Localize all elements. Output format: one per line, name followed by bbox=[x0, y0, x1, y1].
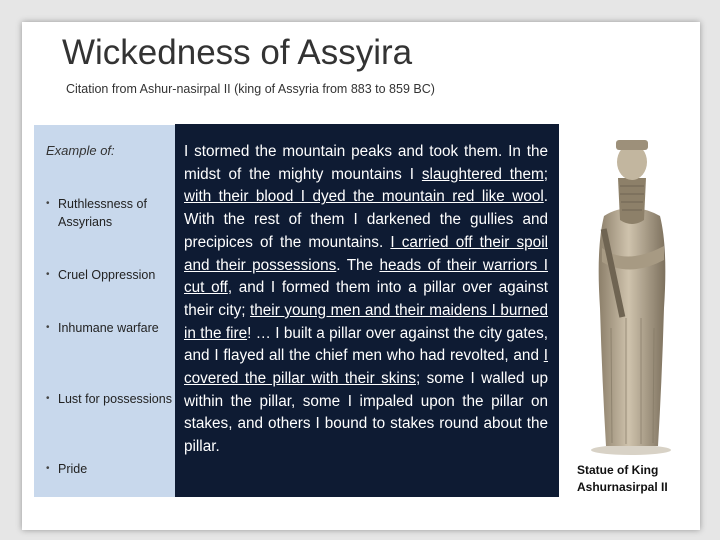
slide-title: Wickedness of Assyira bbox=[62, 33, 413, 72]
quote-underlined-phrase: heads of their warriors I cut off bbox=[184, 256, 548, 297]
ashurnasirpal-quote bbox=[184, 141, 548, 459]
quote-phrase: I stormed the mountain peaks and took them. In the midst of the mighty mountains I bbox=[184, 143, 548, 183]
quote-phrase: ; bbox=[543, 165, 548, 183]
example-text: Ruthlessness of Assyrians bbox=[58, 197, 147, 229]
quote-underlined-phrase: with their blood I dyed the mountain red like wool bbox=[184, 188, 544, 206]
examples-panel bbox=[34, 125, 175, 497]
example-text: Pride bbox=[58, 462, 88, 476]
example-text: Cruel Oppression bbox=[58, 268, 156, 282]
quote-phrase: . The bbox=[336, 256, 380, 274]
example-text: Lust for possessions bbox=[58, 392, 172, 406]
bullet-icon: • bbox=[46, 322, 50, 333]
statue-caption bbox=[577, 462, 697, 496]
quote-underlined-phrase: I covered the pillar with their skins bbox=[184, 347, 548, 388]
example-item bbox=[46, 266, 174, 284]
bullet-icon: • bbox=[46, 463, 50, 474]
bullet-icon: • bbox=[46, 393, 50, 404]
quote-box bbox=[175, 124, 559, 497]
quote-phrase: ! … I built a pillar over against the city gates, and I flayed all the chief men who had revolted, and bbox=[184, 324, 548, 365]
example-item bbox=[46, 319, 174, 337]
statue-image bbox=[566, 128, 696, 458]
quote-underlined-phrase: slaughtered them bbox=[421, 165, 544, 183]
bullet-icon: • bbox=[46, 269, 50, 280]
bullet-icon: • bbox=[46, 198, 50, 209]
example-item bbox=[46, 390, 174, 408]
example-text: Inhumane warfare bbox=[58, 321, 159, 335]
quote-underlined-phrase: I carried off their spoil and their possessions bbox=[184, 233, 548, 274]
caption-line: Statue of King bbox=[577, 463, 659, 477]
caption-line: Ashurnasirpal II bbox=[577, 480, 668, 494]
example-item bbox=[46, 195, 174, 231]
example-item bbox=[46, 460, 174, 478]
quote-underlined-phrase: their young men and their maidens I burned in the fire bbox=[184, 301, 549, 342]
quote-phrase: . With the rest of them I darkened the gullies and precipices of the mountains. bbox=[184, 188, 548, 251]
slide-subtitle: Citation from Ashur-nasirpal II (king of Assyria from 883 to 859 BC) bbox=[66, 82, 435, 96]
quote-phrase: ; some I walled up within the pillar, some I impaled upon the pillar on stakes, and others I bound to stakes round about the pillar. bbox=[184, 370, 548, 456]
quote-phrase: , and I formed them into a pillar over against their city; bbox=[184, 279, 548, 319]
example-label: Example of: bbox=[46, 143, 115, 158]
